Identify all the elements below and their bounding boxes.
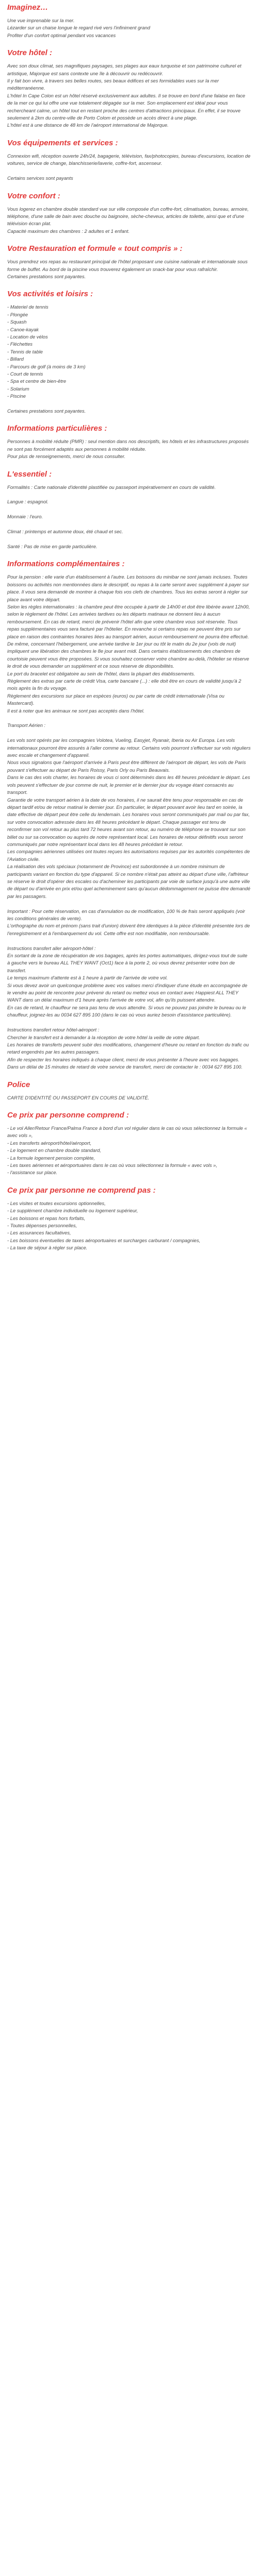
section-heading: Informations particulières :: [7, 424, 107, 433]
section-heading: Votre confort :: [7, 191, 60, 200]
section-heading: Police: [7, 1080, 30, 1089]
section-hotel: [7, 48, 251, 129]
section-informations-complementaires: [7, 560, 251, 1071]
section-text: Vous prendrez vos repas au restaurant principal de l'hôtel proposant une cuisine nationale et internationale sous forme de buffet. Au bord de la piscine vous trouverez également un snack-bar pour vous rafraîchir. Certaines prestations sont payantes.: [7, 259, 248, 279]
section-restauration: [7, 244, 251, 280]
section-heading: Votre hôtel :: [7, 48, 52, 58]
section-heading: Vos activités et loisirs :: [7, 290, 93, 299]
section-heading: Vos équipements et services :: [7, 138, 118, 147]
intro-heading: Imaginez…: [7, 3, 49, 12]
section-text: - Materiel de tennis - Plongée - Squash - Canoe-kayak - Location de vélos - Fléchettes - Tennis de table - Billard - Parcours de golf (à moins de 3 km) - Court de tennis - Spa et centre de bien-être - Solarium - Piscine Certaines prestations sont payantes.: [7, 304, 86, 414]
section-text: Connexion wifi, réception ouverte 24h/24, bagagerie, télévision, fax/photocopies, bureau d'excursions, location de voitures, service de change, blanchisserie/laverie, coffre-fort, ascenseur. Certains services sont payants: [7, 152, 251, 181]
section-heading: Ce prix par personne comprend :: [7, 1110, 129, 1120]
section-text: Avec son doux climat, ses magnifiques paysages, ses plages aux eaux turquoise et son patrimoine culturel et artistique, Majorque est sans contexte une île à découvrir ou redécouvrir. Il y fait bon vivre, à travers ses belles routes, ses beaux édifices et ses formidables vues sur la mer méditerranéenne. L'hôtel In Cape Colon est un hôtel réservé exclusivement aux adultes. Il se trouve en bord d'une falaise en face de la mer ce qui lui offre une vue totalement dégagée sur la mer. Son emplacement est idéal pour vous rechercheant calme, un hôtel tout en restant proche des centres d'attractions principaux. En effet, il se trouve seulement à 2km du centre-ville de Porto Colom et possède un accès direct à une plage. L'hôtel est à une distance de 48 km de l'aéroport international de Majorque.: [7, 63, 246, 128]
section-text: Pour la pension : elle varie d'un établissement à l'autre. Les boissons du minibar ne sont jamais incluses. Toutes boissons ou activités non mentionnées dans le descriptif, ou repas à la carte seront avec supplément à payer sur place. Il vous sera demandé de montrer à chaque fois vos clefs de chambres. Tous les extras seront à régler sur place avant votre départ. Selon les règles internationales : la chambre peut être occupée à partir de 14h00 et doit être libérée avant 12h00, selon le règlement de l'hôtel. Les arrivées tardives ou les départs matinaux ne donnent lieu à aucun remboursement. En cas de retard, merci de prévenir l'hôtel afin que votre chambre vous soit réservée. Tous repas supplémentaires vous sera facturé par l'hôtelier. En revanche si certains repas ne peuvent être pris sur place en raison des contraintes horaires liées au transport aérien, aucun remboursement ne pourra être effectué. De même, concernant l'hébergement, une arrivée tardive le 1er jour ou tôt le matin du 2e jour (vols de nuit) impliquent une libération des chambres le 8e jour avant midi. Dans certains établissements des chambres de courtoisie peuvent vous être proposées. Si vous souhaitez conserver votre chambre au-delà, l'hôtelier se réserve le droit de vous demander un supplément et ce sous réserve de disponibilités. Le port du bracelet est obligatoire au sein de l'hôtel, dans la plupart des établissements. Règlement des extras par carte de crédit Visa, carte bancaire (...) : elle doit être en cours de validité jusqu'à 2 mois après la fin du voyage. Règlement des excursions sur place en espèces (euros) ou par carte de crédit internationale (Visa ou Mastercard). Il est à noter que les animaux ne sont pas acceptés dans l'hôtel. Transport Aérien : Les vols sont opérés par les compagnies Volotea, Vueling, Easyjet, Ryanair, Iberia ou Air Europa. Les vols internationaux pourront être assurés à l'aller comme au retour. Certains vols pourront s'effectuer sur vols réguliers avec escale et changement d'appareil. Nous vous signalons que l'aéroport d'arrivée à Paris peut être différent de l'aéroport de départ, les vols de Paris pouvant s'effectuer au départ de Paris Roissy, Paris Orly ou Paris Beauvais. Dans le cas des vols charter, les horaires de vous ci sont déterminés dans les 48 heures précédant le départ. Les vols peuvent s'effectuer de jour comme de nuit, le premier et le dernier jour du voyage étant consacrés au transport. Garantie de votre transport aérien à la date de vos horaires, il ne saurait être tenu pour responsable en cas de départ tardif et/ou de retour matinal le dernier jour. En particulier, le départ pouvant avoir lieu tard en soirée, la date effective de départ peut être celle du lendemain. Les horaires vous seront communiqués par mail ou par fax, sur votre convocation adressée dans les 48 heures précédant le départ. Chaque passager est tenu de reconfirmer son vol retour au plus tard 72 heures avant son retour, au numéro de téléphone se trouvant sur son billet ou sur sa convocation ou auprès de notre représentant local. Les horaires de retour définitifs vous seront communiqués par notre représentant local dans les 48 heures précédant le retour. Les compagnies aériennes utilisées ont toutes reçues les autorisations requises par les autorités compétentes de l'Aviation civile. La réalisation des vols spéciaux (notamment de Province) est subordonnée à un nombre minimum de participants variant en fonction du type d'appareil. Si ce nombre n'était pas atteint au départ d'une ville, l'affrèteur se réserve le droit d'opérer des escales ou d'acheminer les participants par voie de surface jusqu'à une autre ville de départ ou d'arrivée en prix et/ou quel acheminement sans qu'aucun dédommagement ne puisse être demandé par les passagers. Important : Pour cette réservation, en cas d'annulation ou de modification, 100 % de frais seront appliqués (voir les conditions générales de vente). L'orthographe du nom et prénom (sans trait d'union) doivent être identiques à la pièce d'identité présentée lors de l'enregistrement et à l'embarquement du vol. Cette offre est non modifiable, non remboursable. Instructions transfert aller aéroport-hôtel : En sortant de la zone de récupération de vos bagages, après les portes automatiques, dirigez-vous tout de suite à gauche vers le bureau ALL THEY WANT (Oct1) face à la porte 2, où vous devrez présenter votre bon de transfert. Le temps maximum d'attente est à 1 heure à partir de l'arrivée de votre vol. Si vous devez avoir un quelconque problème avec vos valises merci d'indiquer d'une étude en accompagnée de le vendre au point de rencontre pour prévenir du retard ou mettez vous en contact avec Happiest ALL THEY WANT dans un délai maximum d'1 heure après l'arrivée de votre vol, afin qu'ils puissent attendre. En cas de retard, le chauffeur ne sera pas tenu de vous attendre. Si vous ne pouvez pas joindre le bureau ou le chauffeur, joignez-les au 0034 627 895 100 (dans le cas où vous auriez besoin d'assistance particulière). Instructions transfert retour hôtel-aéroport : Chercher le transfert est à demander à la réception de votre hôtel la veille de votre départ. Les horaires de transferts peuvent subir des modifications, changement d'heure ou retard en fonction du trafic ou retard engendrés par les autres passagers. Afin de respecter les horaires indiqués à chaque client, merci de vous présenter à l'heure avec vos bagages. Dans un délai de 15 minutes de retard de votre service de transfert, merci de contacter le : 0034 627 895 100.: [7, 574, 251, 1070]
section-heading: Informations complémentaires :: [7, 560, 125, 569]
intro-text: Une vue imprenable sur la mer. Lézarder sur un chaise longue le regard rivé vers l'infiniment grand Profiter d'un confort optimal pendant vos vacances: [7, 18, 150, 38]
section-text: CARTE D'IDENTITÉ OU PASSEPORT EN COURS DE VALIDITÉ.: [7, 1094, 150, 1100]
section-heading: Votre Restauration et formule « tout compris » :: [7, 244, 183, 253]
intro-block: [7, 3, 251, 39]
section-police: [7, 1080, 251, 1101]
section-informations-particulieres: [7, 424, 251, 460]
section-heading: Ce prix par personne ne comprend pas :: [7, 1185, 156, 1195]
section-text: Vous logerez en chambre double standard vue sur ville composée d'un coffre-fort, climatisation, bureau, armoire, téléphone, d'une salle de bain avec douche ou baignoire, sèche-cheveux, articles de toilette, ainsi que et d'une télévision écran plat. Capacité maximum des chambres : 2 adultes et 1 enfant.: [7, 206, 249, 234]
page-content: [0, 0, 258, 1252]
section-heading: L'essentiel :: [7, 469, 52, 479]
section-equipements: [7, 139, 251, 182]
section-prix-comprend: [7, 1111, 251, 1177]
section-confort: [7, 192, 251, 235]
section-essentiel: [7, 470, 251, 551]
section-activites: [7, 290, 251, 415]
section-text: Formalités : Carte nationale d'identité plastifiée ou passeport impérativement en cours de validité. Langue : espagnol. Monnaie : l'euro. Climat : printemps et automne doux, été chaud et sec. Santé : Pas de mise en garde particulière.: [7, 484, 216, 549]
section-text: - Le vol Aller/Retour France/Palma France à bord d'un vol régulier dans le cas où vous sélectionnez la formule « avec vols », - Les transferts aéroport/hôtel/aéroport, - Le logement en chambre double standard, - La formule logement pension complète, - Les taxes aériennes et aéroportuaires dans le cas où vous sélectionnez la formule « avec vols », - l'assistance sur place.: [7, 1125, 247, 1176]
section-text: Personnes à mobilité réduite (PMR) : seul mention dans nos descriptifs, les hôtels et les infrastructures proposés ne sont pas forcément adaptés aux personnes à mobilité réduite. Pour plus de renseignements, merci de nous consulter.: [7, 438, 249, 460]
section-text: - Les visites et toutes excursions optionnelles, - Le supplément chambre individuelle ou logement supérieur, - Les boissons et repas hors forfaits, - Toutes dépenses personnelles, - Les assurances facultatives, - Les boissons éventuelles de taxes aéroportuaires et surcharges carburant / compagnies, - La taxe de séjour à régler sur place.: [7, 1200, 201, 1251]
section-prix-ne-comprend-pas: [7, 1186, 251, 1252]
